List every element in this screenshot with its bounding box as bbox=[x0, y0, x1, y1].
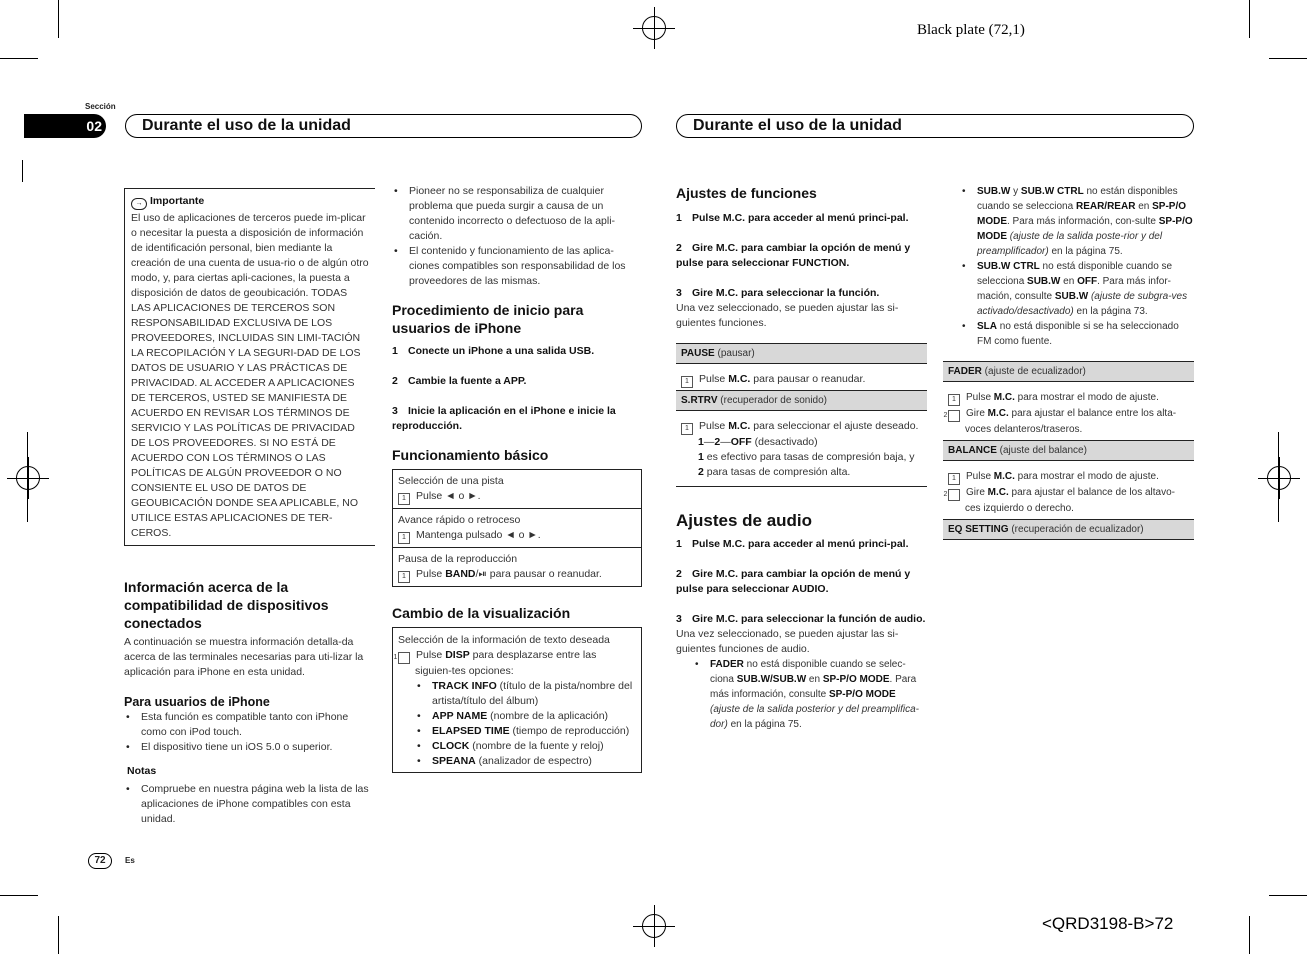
column-2 bbox=[392, 184, 642, 773]
document-code: <QRD3198-B>72 bbox=[1042, 914, 1174, 933]
language-label: Es bbox=[125, 856, 135, 865]
column-4 bbox=[943, 184, 1194, 540]
table-row: Selección de una pista 1 Pulse ◄ o ►. bbox=[393, 470, 641, 509]
header-right: Durante el uso de la unidad bbox=[676, 114, 1194, 138]
list-item: • SUB.W CTRL no está disponible cuando se selecciona SUB.W en OFF. Para más infor-mación, consulte SUB.W (ajuste de subgra-ves activado/desactivado) en la página 73. bbox=[960, 259, 1194, 319]
disclaimer-bullets bbox=[392, 184, 642, 289]
page-number: 72 bbox=[88, 853, 112, 869]
list-item: • CLOCK (nombre de la fuente y reloj) bbox=[415, 739, 636, 754]
crop-mark bbox=[1269, 895, 1307, 896]
step: 1 Pulse M.C. para acceder al menú princi-pal. bbox=[676, 212, 909, 224]
table-row: Pausa de la reproducción 1 Pulse BAND/⏯ para pausar o reanudar. bbox=[393, 548, 641, 586]
iphone-title: Para usuarios de iPhone bbox=[124, 695, 270, 709]
step: 2 Cambie la fuente a APP. bbox=[392, 375, 527, 387]
plate-label: Black plate (72,1) bbox=[917, 22, 1025, 38]
crop-mark bbox=[27, 432, 28, 522]
step: 2 Gire M.C. para cambiar la opción de menú y pulse para seleccionar AUDIO. bbox=[676, 568, 911, 595]
step: 3 Gire M.C. para seleccionar la función de audio. bbox=[676, 613, 926, 625]
list-item: • TRACK INFO (título de la pista/nombre del artista/título del álbum) bbox=[415, 679, 636, 709]
registration-mark bbox=[642, 914, 666, 938]
iphone-bullets bbox=[124, 710, 375, 755]
list-item: • APP NAME (nombre de la aplicación) bbox=[415, 709, 636, 724]
basic-title: Funcionamiento básico bbox=[392, 447, 549, 463]
audio-after: Una vez seleccionado, se pueden ajustar las si-guientes funciones de audio. bbox=[676, 628, 899, 655]
registration-mark bbox=[642, 16, 666, 40]
display-options bbox=[398, 679, 636, 769]
fader-rows: 1 Pulse M.C. para mostrar el modo de ajuste. 2 Gire M.C. para ajustar el balance entre los alta-voces delanteros/traseros. bbox=[943, 392, 1177, 435]
header-left: Durante el uso de la unidad bbox=[125, 114, 642, 138]
balance-bar: BALANCE (ajuste del balance) bbox=[943, 440, 1194, 461]
list-item: • SPEANA (analizador de espectro) bbox=[415, 754, 636, 769]
registration-mark bbox=[1267, 466, 1291, 490]
list-item: • Esta función es compatible tanto con iPhone como con iPod touch. bbox=[124, 710, 375, 740]
audio-notes bbox=[676, 657, 927, 732]
crop-mark bbox=[0, 58, 38, 59]
info-title: Información acerca de la compatibilidad de dispositivos conectados bbox=[124, 579, 329, 631]
display-sub: Selección de la información de texto deseada bbox=[398, 634, 610, 646]
crop-mark bbox=[58, 0, 59, 38]
table-row: Avance rápido o retroceso 1 Mantenga pulsado ◄ o ►. bbox=[393, 509, 641, 548]
balance-rows: 1 Pulse M.C. para mostrar el modo de ajuste. 2 Gire M.C. para ajustar el balance de los altavo-ces izquierdo o derecho. bbox=[943, 471, 1175, 514]
list-item: • FADER no está disponible cuando se selec-ciona SUB.W/SUB.W en SP-P/O MODE. Para más información, consulte SP-P/O MODE (ajuste de la salida posterior y del preamplifica-dor) en la página 75. bbox=[693, 657, 927, 732]
list-item: • El contenido y funcionamiento de las aplica-ciones compatibles son responsabilidad de los proveedores de las mismas. bbox=[392, 244, 642, 289]
column-3 bbox=[676, 184, 927, 732]
step: 3 Gire M.C. para seleccionar la función. bbox=[676, 287, 880, 299]
section-number: 02 bbox=[24, 114, 106, 138]
basic-table bbox=[392, 469, 642, 587]
display-table: Selección de la información de texto deseada 1 Pulse DISP para desplazarse entre las siguien-tes opciones: • TRACK INFO (título de la pista/nombre del artista/título del álbum) • APP NAME (nombre de la aplicación) • ELAPSED TIME (tiempo de reproducción) • CLOCK (nombre de la fuente y reloj) • SPEANA (analizador de espectro) bbox=[392, 627, 642, 773]
column-1 bbox=[124, 188, 375, 827]
func-title: Ajustes de funciones bbox=[676, 185, 817, 201]
important-box bbox=[124, 188, 375, 546]
warning-icon: → bbox=[131, 198, 147, 210]
notes-title: Notas bbox=[127, 765, 157, 777]
step: 3 Inicie la aplicación en el iPhone e inicie la reproducción. bbox=[392, 405, 616, 432]
crop-mark bbox=[1249, 916, 1250, 954]
list-item: • SUB.W y SUB.W CTRL no están disponibles cuando se selecciona REAR/REAR en SP-P/O MODE. Para más información, con-sulte SP-P/O MODE (ajuste de la salida poste-rior y del preamplificador) en la página 75. bbox=[960, 184, 1194, 259]
step: 2 Gire M.C. para cambiar la opción de menú y pulse para seleccionar FUNCTION. bbox=[676, 242, 911, 269]
crop-mark bbox=[58, 916, 59, 954]
important-text: El uso de aplicaciones de terceros puede im-plicar o necesitar la puesta a disposición de información de identificación personal, bien mediante la creación de una cuenta de usua-rio o de algún otro modo, y, para ciertas apli-caciones, la puesta a disposición de datos de geoubicación. TODAS LAS APLICACIONES DE TERCEROS SON RESPONSABILIDAD EXCLUSIVA DE LOS PROVEEDORES, INCLUIDAS SIN LIMI-TACIÓN LA RECOPILACIÓN Y LA SEGURI-DAD DE LOS DATOS DE USUARIO Y LAS PRÁCTICAS DE PRIVACIDAD. AL ACCEDER A APLICACIONES DE TERCEROS, USTED SE MANIFIESTA DE ACUERDO EN REVISAR LOS TÉRMINOS DE SERVICIO Y LAS POLÍTICAS DE PRIVACIDAD DE LOS PROVEEDORES. SI NO ESTÁ DE ACUERDO CON LOS TÉRMINOS O LAS POLÍTICAS DE ALGÚN PROVEEDOR O NO CONSIENTE EL USO DE DATOS DE GEOUBICACIÓN DONDE SEA APLICABLE, NO UTILICE ESTAS APLICACIONES DE TER-CEROS. bbox=[131, 212, 369, 539]
list-item: • Pioneer no se responsabiliza de cualquier problema que pueda surgir a causa de un contenido incorrecto o defectuoso de la apli-cación. bbox=[392, 184, 642, 244]
proc-title: Procedimiento de inicio para usuarios de iPhone bbox=[392, 302, 584, 336]
list-item: • ELAPSED TIME (tiempo de reproducción) bbox=[415, 724, 636, 739]
crop-mark bbox=[1278, 432, 1279, 522]
important-title: Importante bbox=[150, 195, 205, 207]
list-item: • SLA no está disponible si se ha seleccionado FM como fuente. bbox=[960, 319, 1194, 349]
list-item: • El dispositivo tiene un iOS 5.0 o superior. bbox=[124, 740, 375, 755]
srtrv-bar: S.RTRV (recuperador de sonido) bbox=[676, 390, 927, 411]
crop-mark bbox=[1249, 0, 1250, 38]
eq-bar: EQ SETTING (recuperación de ecualizador) bbox=[943, 519, 1194, 540]
srtrv-row: 1 Pulse M.C. para seleccionar el ajuste deseado. 1—2—OFF (desactivado) 1 es efectivo para tasas de compresión baja, y 2 para tasas de compresión alta. bbox=[676, 411, 927, 487]
pause-row: 1 Pulse M.C. para pausar o reanudar. bbox=[676, 364, 927, 390]
list-item: • Compruebe en nuestra página web la lista de las aplicaciones de iPhone compatibles con esta unidad. bbox=[124, 782, 375, 827]
func-after: Una vez seleccionado, se pueden ajustar las si-guientes funciones. bbox=[676, 302, 899, 329]
step: 1 Pulse M.C. para acceder al menú princi-pal. bbox=[676, 538, 909, 550]
fader-bar: FADER (ajuste de ecualizador) bbox=[943, 361, 1194, 382]
crop-mark bbox=[1269, 58, 1307, 59]
display-title: Cambio de la visualización bbox=[392, 605, 571, 621]
step: 1 Conecte un iPhone a una salida USB. bbox=[392, 345, 595, 357]
crop-mark bbox=[0, 895, 38, 896]
crop-mark bbox=[22, 160, 23, 182]
info-text: A continuación se muestra información detalla-da acerca de las terminales necesarias para uti-lizar la aplicación para iPhone en esta unidad. bbox=[124, 636, 364, 678]
pause-bar: PAUSE (pausar) bbox=[676, 343, 927, 364]
notes-bullets bbox=[124, 782, 375, 827]
section-label: Sección bbox=[85, 102, 116, 111]
registration-mark bbox=[16, 466, 40, 490]
sub-notes bbox=[943, 184, 1194, 349]
audio-title: Ajustes de audio bbox=[676, 511, 813, 530]
